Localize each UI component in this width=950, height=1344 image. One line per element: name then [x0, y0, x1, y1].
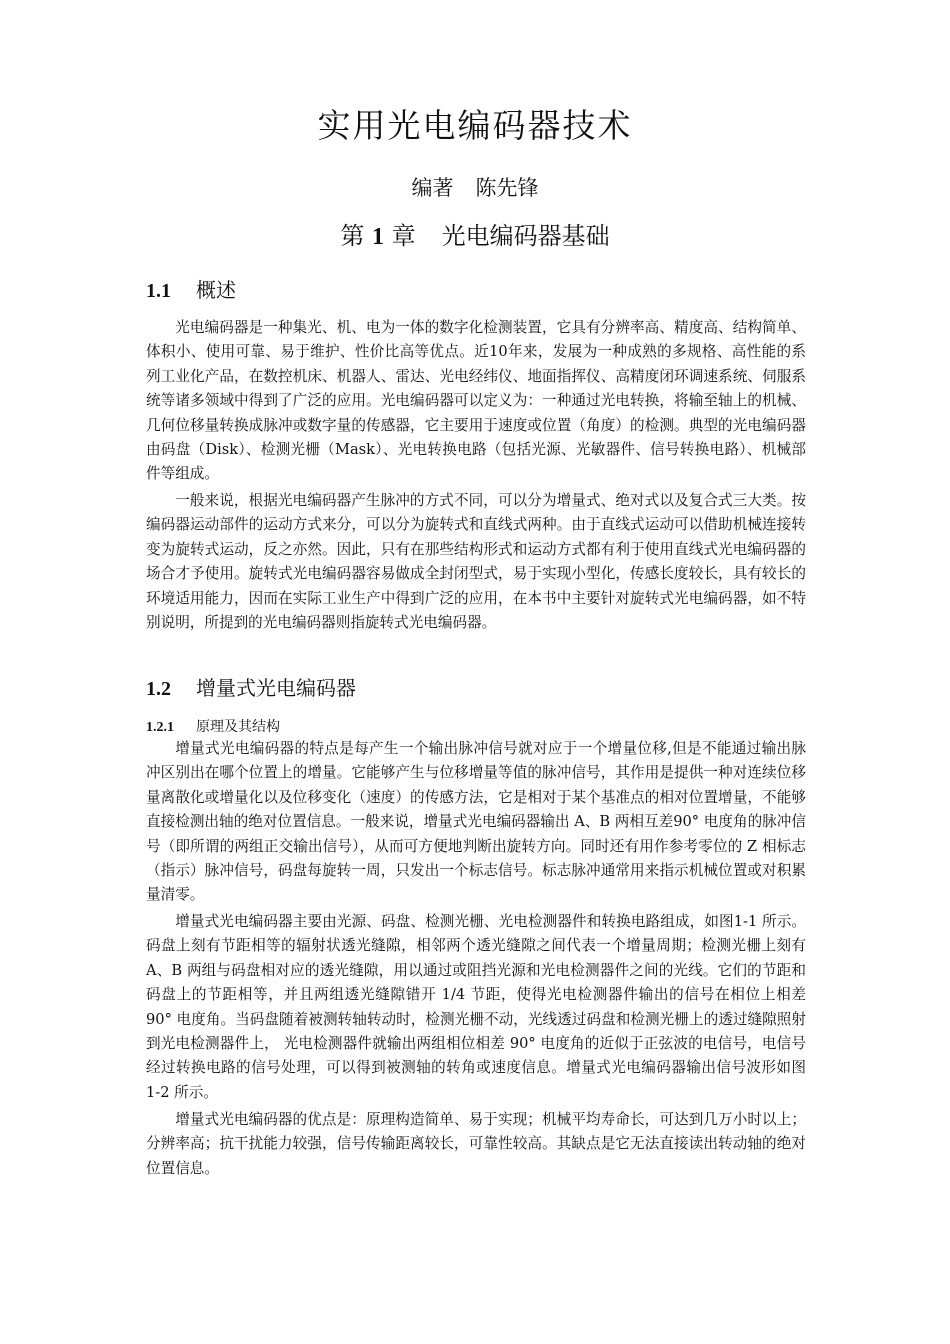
subsection-title: 原理及其结构 [196, 719, 280, 735]
author-role: 编著 [411, 176, 454, 200]
subsection-number: 1.2.1 [146, 720, 174, 735]
paragraph: 光电编码器是一种集光、机、电为一体的数字化检测装置，它具有分辨率高、精度高、结构简单、体积小、使用可靠、易于维护、性价比高等优点。近10年来，发展为一种成熟的多规格、高性能的系列工业化产品，在数控机床、机器人、雷达、光电经纬仪、地面指挥仪、高精度闭环调速系统、伺服系统等诸多领域中得到了广泛的应用。光电编码器可以定义为：一种通过光电转换，将输至轴上的机械、几何位移量转换成脉冲或数字量的传感器，它主要用于速度或位置（角度）的检测。典型的光电编码器由码盘（Disk）、检测光栅（Mask）、光电转换电路（包括光源、光敏器件、信号转换电路）、机械部件等组成。 [146, 319, 806, 483]
section-number: 1.2 [146, 678, 171, 700]
book-title: 实用光电编码器技术 [317, 106, 633, 145]
subsection-heading-1-2-1 [146, 716, 280, 736]
section-title: 增量式光电编码器 [196, 676, 356, 700]
paragraph: 增量式光电编码器主要由光源、码盘、检测光栅、光电检测器件和转换电路组成，如图1-1 所示。码盘上刻有节距相等的辐射状透光缝隙，相邻两个透光缝隙之间代表一个增量周期；检测光栅上刻有 A、B 两组与码盘相对应的透光缝隙，用以通过或阻挡光源和光电检测器件之间的光线。它们的节距和码盘上的节距相等，并且两组透光缝隙错开 1/4 节距，使得光电检测器件输出的信号在相位上相差 90° 电度角。当码盘随着被测转轴转动时，检测光栅不动，光线透过码盘和检测光栅上的透过缝隙照射到光电检测器件上， 光电检测器件就输出两组相位相差 90° 电度角的近似于正弦波的电信号，电信号经过转换电路的信号处理，可以得到被测轴的转角或速度信息。增量式光电编码器输出信号波形如图 1-2 所示。 [146, 913, 806, 1101]
chapter-title: 光电编码器基础 [441, 222, 610, 250]
author-name: 陈先锋 [475, 176, 539, 200]
chapter-number: 1 [372, 224, 384, 250]
paragraph: 增量式光电编码器的特点是每产生一个输出脉冲信号就对应于一个增量位移,但是不能通过输出脉冲区别出在哪个位置上的增量。它能够产生与位移增量等值的脉冲信号，其作用是提供一种对连续位移量离散化或增量化以及位移变化（速度）的传感方法，它是相对于某个基准点的相对位置增量，不能够直接检测出轴的绝对位置信息。一般来说，增量式光电编码器输出 A、B 两相互差90° 电度角的脉冲信号（即所谓的两组正交输出信号），从而可方便地判断出旋转方向。同时还有用作参考零位的 Z 相标志（指示）脉冲信号，码盘每旋转一周，只发出一个标志信号。标志脉冲通常用来指示机械位置或对积累量清零。 [146, 740, 806, 904]
section-heading-1-2 [146, 672, 356, 701]
chapter-suffix: 章 [391, 222, 416, 250]
section-number: 1.1 [146, 280, 171, 302]
section-heading-1-1 [146, 274, 236, 303]
paragraph: 增量式光电编码器的优点是：原理构造简单、易于实现；机械平均寿命长，可达到几万小时以上；分辨率高；抗干扰能力较强，信号传输距离较长，可靠性较高。其缺点是它无法直接读出转动轴的绝对位置信息。 [146, 1111, 806, 1177]
chapter-prefix: 第 [340, 222, 365, 250]
chapter-heading [0, 216, 950, 251]
section-title: 概述 [196, 278, 236, 302]
paragraph: 一般来说，根据光电编码器产生脉冲的方式不同，可以分为增量式、绝对式以及复合式三大类。按编码器运动部件的运动方式来分，可以分为旋转式和直线式两种。由于直线式运动可以借助机械连接转变为旋转式运动，反之亦然。因此，只有在那些结构形式和运动方式都有利于使用直线式光电编码器的场合才予使用。旋转式光电编码器容易做成全封闭型式，易于实现小型化，传感长度较长，具有较长的环境适用能力，因而在实际工业生产中得到广泛的应用，在本书中主要针对旋转式光电编码器，如不特别说明，所提到的光电编码器则指旋转式光电编码器。 [146, 492, 806, 632]
author-line [0, 172, 950, 202]
